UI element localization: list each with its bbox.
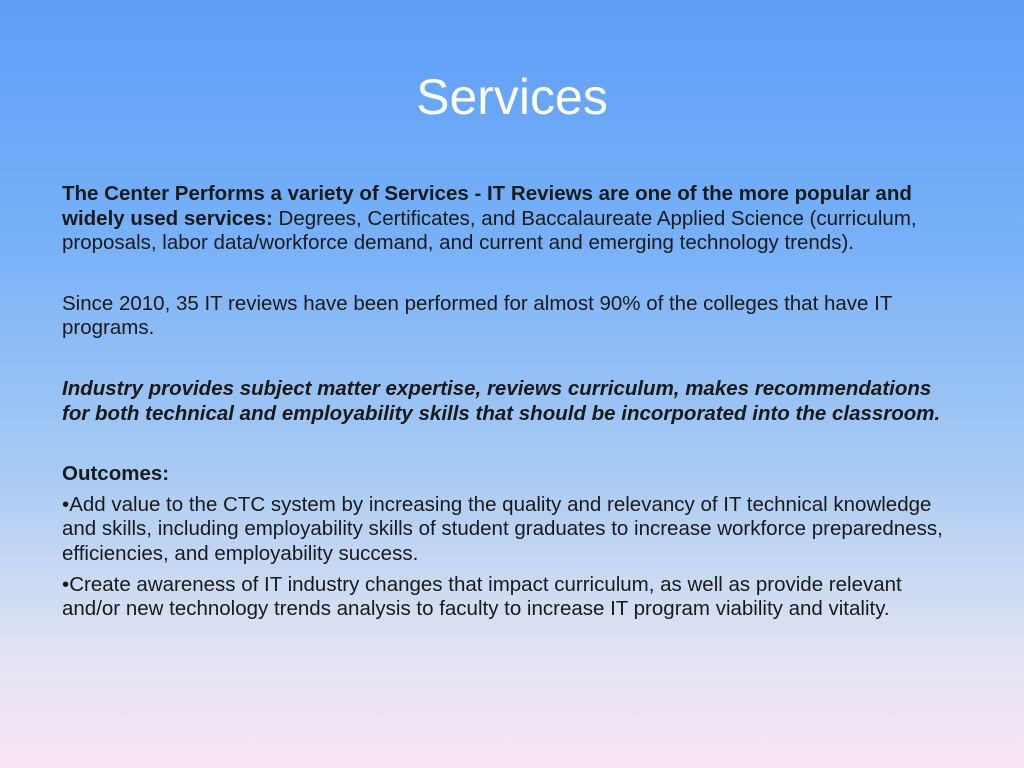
- slide-title: Services: [416, 69, 608, 125]
- outcome-bullet-text: Add value to the CTC system by increasing the quality and relevancy of IT technical knowledge and skills, including employability skills of student graduates to increase workforce preparedness, efficiencies, and employability success.: [62, 492, 943, 565]
- outcome-bullet: [62, 493, 962, 567]
- services-intro-bold: The Center Performs a variety of Services - IT Reviews are one of the more popular and widely used services:: [62, 182, 912, 230]
- outcomes-heading: Outcomes:: [62, 462, 170, 486]
- slide-body: [62, 182, 962, 622]
- outcome-bullet-text: Create awareness of IT industry changes that impact curriculum, as well as provide relevant and/or new technology trends analysis to faculty to increase IT program viability and vitality.: [62, 572, 902, 621]
- services-intro-text: Degrees, Certificates, and Baccalaureate Applied Science (curriculum, proposals, labor data/workforce demand, and current and emerging technology trends).: [62, 206, 917, 255]
- paragraph-industry: Industry provides subject matter expertise, reviews curriculum, makes recommendations for both technical and employability skills that should be incorporated into the classroom.: [62, 376, 941, 425]
- paragraph-services-intro: [62, 182, 962, 256]
- bullet-icon: •: [62, 492, 70, 516]
- bullet-icon: •: [62, 572, 70, 596]
- paragraph-it-reviews: Since 2010, 35 IT reviews have been performed for almost 90% of the colleges that have IT programs.: [62, 291, 892, 340]
- outcome-bullet: [62, 573, 962, 622]
